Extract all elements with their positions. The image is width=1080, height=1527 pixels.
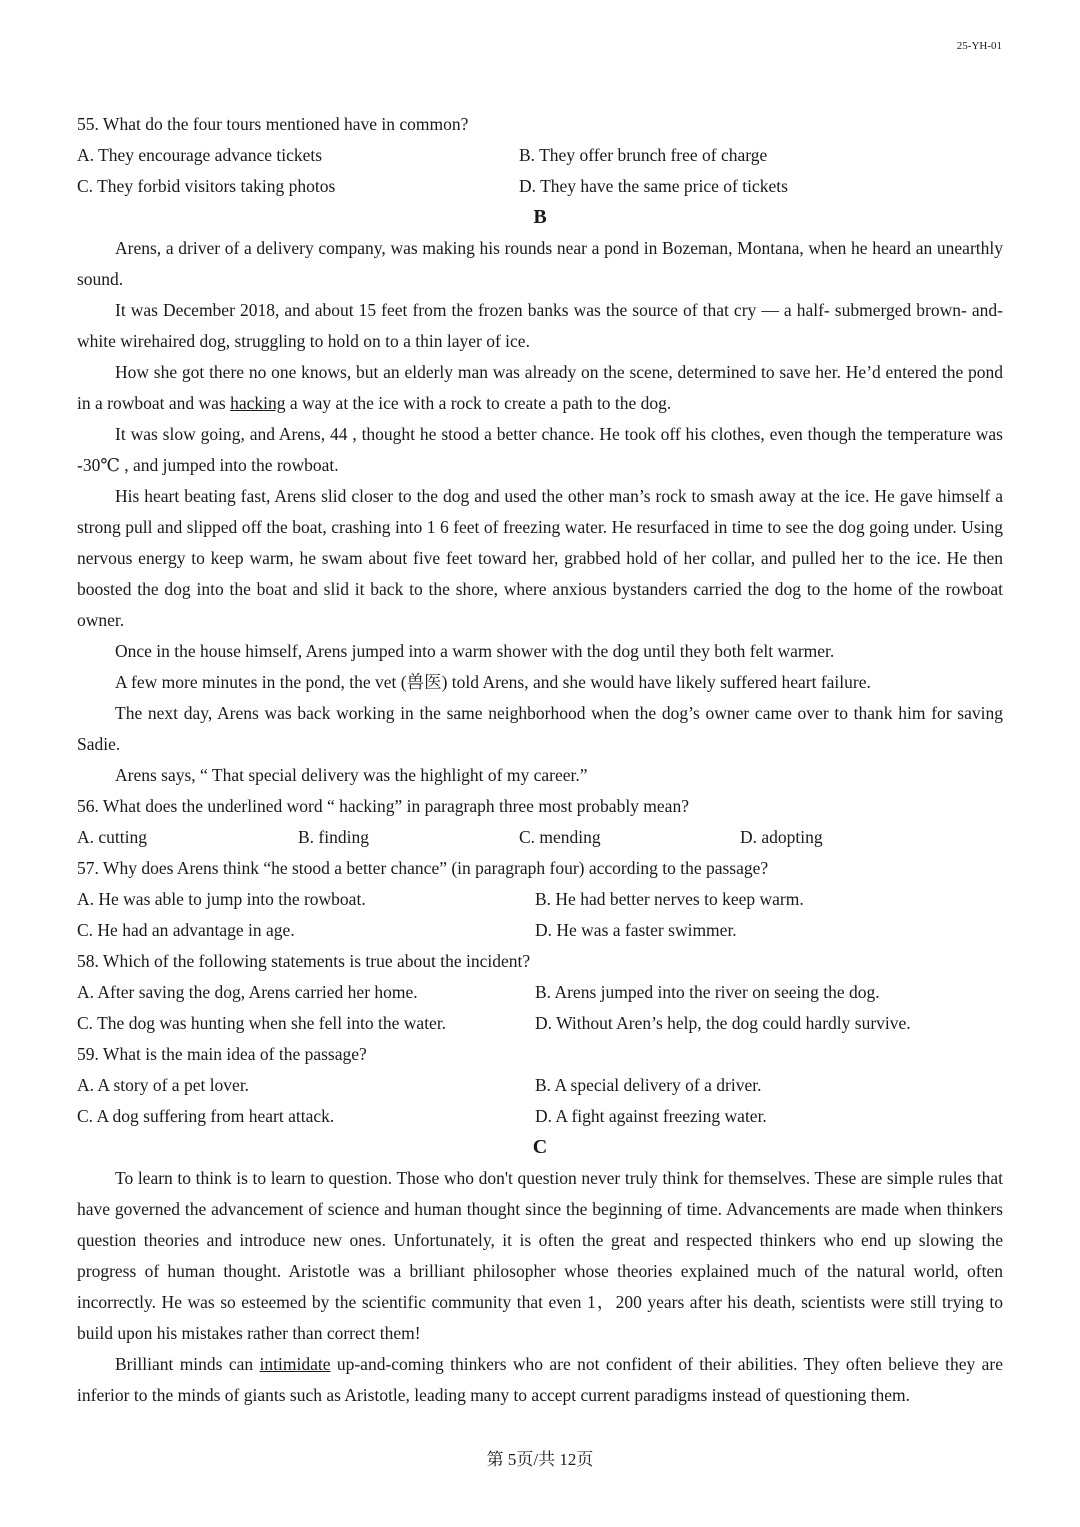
q56-stem: 56. What does the underlined word “ hacking” in paragraph three most probably mean? — [77, 796, 689, 816]
q58-option-d: D. Without Aren’s help, the dog could hardly survive. — [535, 1013, 911, 1033]
q56-options-row — [77, 822, 1003, 853]
passage-b-paragraph: His heart beating fast, Arens slid closer to the dog and used the other man’s rock to smash away at the ice. He gave himself a strong pull and slipped off the boat, crashing into 1 6 feet of freezing water. He resurfaced in time to see the dog going under. Using nervous energy to keep warm, he swam about five feet toward her, grabbed hold of her collar, and pulled her to the ice. He then boosted the dog into the boat and slid it back to the shore, where anxious bystanders carried the dog to the home of the rowboat owner. — [77, 486, 1003, 630]
q57-option-b: B. He had better nerves to keep warm. — [535, 889, 804, 909]
passage-c-paragraph: To learn to think is to learn to question. Those who don't question never truly think for themselves. These are simple rules that have governed the advancement of science and human thought since the beginning of time. Advancements are made when thinkers question theories and introduce new ones. Unfortunately, it is often the great and respected thinkers who end up slowing the progress of human thought. Aristotle was a brilliant philosopher whose theories explained much of the natural world, often incorrectly. He was so esteemed by the scientific community that even 1，200 years after his death, scientists were still trying to build upon his mistakes rather than correct them! — [77, 1168, 1003, 1343]
q55-option-d: D. They have the same price of tickets — [519, 176, 788, 196]
text-run: Brilliant minds can — [115, 1354, 260, 1374]
q55-option-a: A. They encourage advance tickets — [77, 145, 323, 165]
q58-option-c: C. The dog was hunting when she fell into the water. — [77, 1013, 447, 1033]
paper-code: 25-YH-01 — [956, 40, 1002, 52]
q59-stem: 59. What is the main idea of the passage? — [77, 1044, 367, 1064]
q59-option-d: D. A fight against freezing water. — [535, 1106, 767, 1126]
q59-options-row-1 — [77, 1070, 1003, 1101]
passage-b-paragraph: Arens, a driver of a delivery company, was making his rounds near a pond in Bozeman, Montana, when he heard an unearthly sound. — [77, 238, 1003, 289]
text-run: up-and-coming thinkers who are not confident of their abilities. They often believe they are inferior to the minds of giants such as Aristotle, leading many to accept current paradigms instead of questioning them. — [77, 1354, 1003, 1405]
q58-stem: 58. Which of the following statements is true about the incident? — [77, 951, 531, 971]
passage-b-paragraph: A few more minutes in the pond, the vet (兽医) told Arens, and she would have likely suffered heart failure. — [115, 672, 871, 692]
text-run: How she got there no one knows, but an elderly man was already on the scene, determined to save her. He’d entered the pond in a rowboat and was — [77, 362, 1003, 413]
q56-option-a: A. cutting — [77, 827, 147, 847]
q57-stem: 57. Why does Arens think “he stood a better chance” (in paragraph four) according to the passage? — [77, 858, 769, 878]
q56-option-c: C. mending — [519, 827, 601, 847]
page-content — [77, 109, 1003, 1411]
q55-option-c: C. They forbid visitors taking photos — [77, 176, 336, 196]
q57-option-a: A. He was able to jump into the rowboat. — [77, 889, 366, 909]
q59-options-row-2 — [77, 1101, 1003, 1132]
section-c-heading: C — [532, 1136, 548, 1158]
q58-options-row-1 — [77, 977, 1003, 1008]
underlined-word-intimidate: intimidate — [259, 1354, 331, 1374]
passage-c-paragraph — [77, 1349, 1003, 1411]
q56-option-d: D. adopting — [740, 827, 823, 847]
passage-b-paragraph: Once in the house himself, Arens jumped into a warm shower with the dog until they both felt warmer. — [115, 641, 835, 661]
underlined-word-hacking: hacking — [230, 393, 286, 413]
q59-option-a: A. A story of a pet lover. — [77, 1075, 250, 1095]
passage-b-paragraph: Arens says, “ That special delivery was the highlight of my career.” — [115, 765, 588, 785]
passage-b-paragraph — [77, 357, 1003, 419]
q55-options-row-1 — [77, 140, 1003, 171]
q58-options-row-2 — [77, 1008, 1003, 1039]
q57-option-c: C. He had an advantage in age. — [77, 920, 295, 940]
q55-option-b: B. They offer brunch free of charge — [519, 145, 768, 165]
q57-option-d: D. He was a faster swimmer. — [535, 920, 737, 940]
q55-options-row-2 — [77, 171, 1003, 202]
passage-b-paragraph: The next day, Arens was back working in the same neighborhood when the dog’s owner came over to thank him for saving Sadie. — [77, 703, 1003, 754]
q59-option-c: C. A dog suffering from heart attack. — [77, 1106, 335, 1126]
passage-b-paragraph: It was December 2018, and about 15 feet from the frozen banks was the source of that cry — a half- submerged brown- and- white wirehaired dog, struggling to hold on to a thin layer of ice. — [77, 300, 1003, 351]
text-run: a way at the ice with a rock to create a path to the dog. — [285, 393, 672, 413]
passage-b-paragraph: It was slow going, and Arens, 44 , thought he stood a better chance. He took off his clothes, even though the temperature was -30℃ , and jumped into the rowboat. — [77, 424, 1003, 475]
q57-options-row-2 — [77, 915, 1003, 946]
q55-stem: 55. What do the four tours mentioned have in common? — [77, 114, 469, 134]
q59-option-b: B. A special delivery of a driver. — [535, 1075, 762, 1095]
page-number: 第 5页/共 12页 — [486, 1450, 594, 1469]
q56-option-b: B. finding — [298, 827, 369, 847]
q58-option-a: A. After saving the dog, Arens carried her home. — [77, 982, 418, 1002]
q57-options-row-1 — [77, 884, 1003, 915]
q58-option-b: B. Arens jumped into the river on seeing the dog. — [535, 982, 880, 1002]
section-b-heading: B — [533, 206, 547, 228]
